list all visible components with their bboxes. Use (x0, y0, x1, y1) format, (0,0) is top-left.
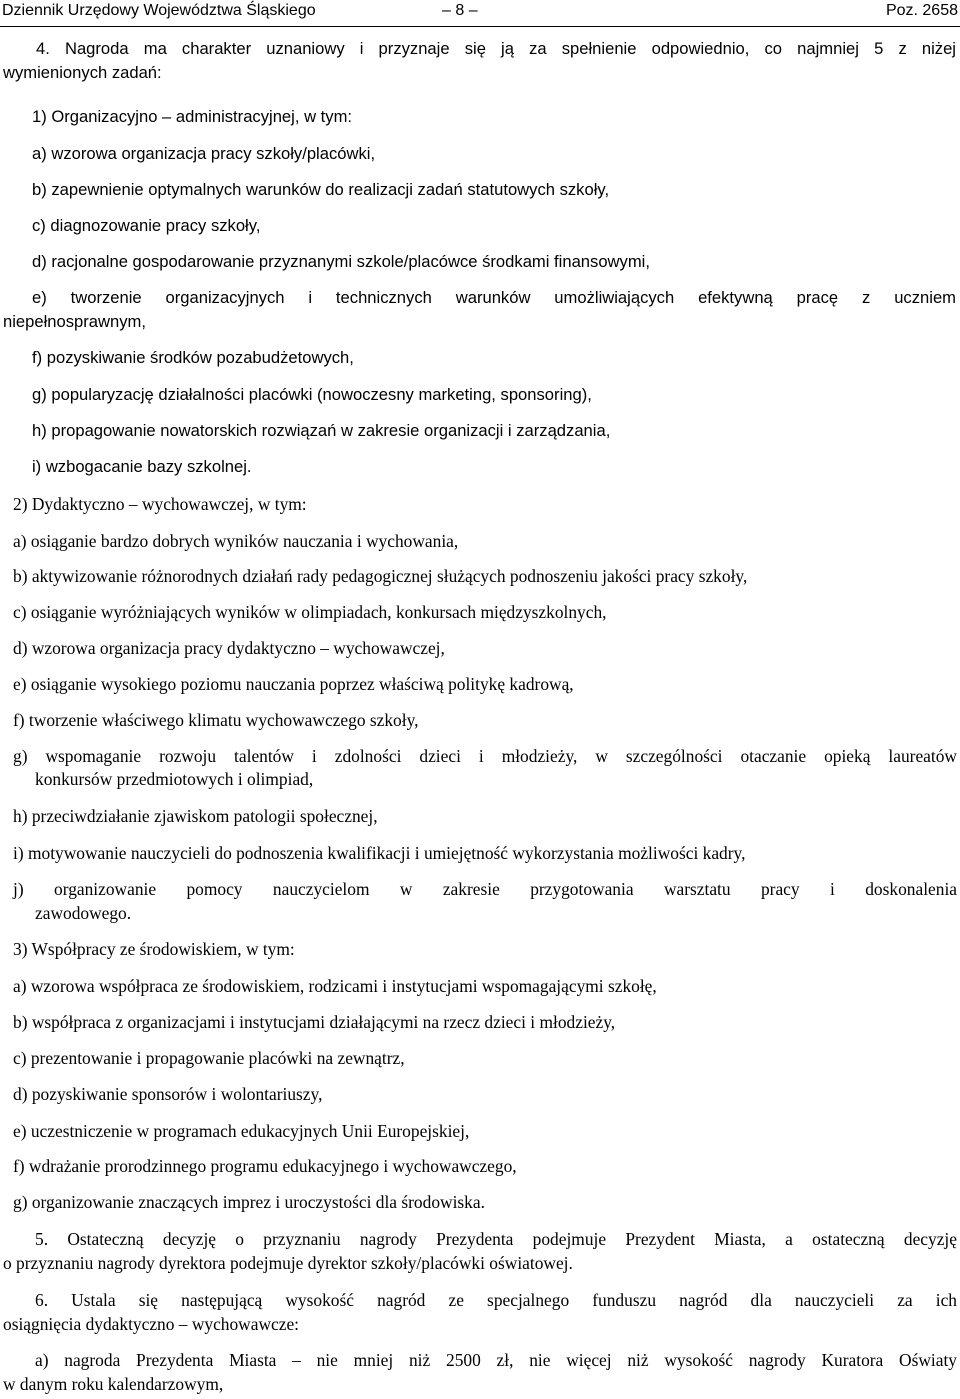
group-3-item-g: g) organizowanie znaczących imprez i uroczystości dla środowiska. (13, 1192, 485, 1212)
position-number: Poz. 2658 (885, 2, 958, 19)
group-2-item-e: e) osiąganie wysokiego poziomu nauczania poprzez właściwą politykę kadrową, (13, 674, 574, 694)
group-1-item-g: g) popularyzację działalności placówki (nowoczesny marketing, sponsoring), (32, 385, 592, 404)
section-6-item-a-cont: w danym roku kalendarzowym, (3, 1374, 224, 1394)
group-2-item-g-cont: konkursów przedmiotowych i olimpiad, (35, 769, 314, 789)
page-header (0, 0, 960, 24)
group-1-item-b: b) zapewnienie optymalnych warunków do realizacji zadań statutowych szkoły, (32, 180, 610, 199)
group-1-title: 1) Organizacyjno – administracyjnej, w tym: (32, 107, 353, 126)
section-4-intro: 4. Nagroda ma charakter uznaniowy i przyznaje się ją za spełnienie odpowiednio, co najmniej 5 z niżej (36, 39, 956, 58)
group-3-item-d: d) pozyskiwanie sponsorów i wolontariuszy, (13, 1084, 323, 1104)
group-1-item-c: c) diagnozowanie pracy szkoły, (32, 216, 261, 235)
section-5-line-1: 5. Ostateczną decyzję o przyznaniu nagrody Prezydenta podejmuje Prezydent Miasta, a ostateczną decyzję (35, 1229, 957, 1249)
section-5-line-2: o przyznaniu nagrody dyrektora podejmuje dyrektor szkoły/placówki oświatowej. (3, 1253, 573, 1273)
section-6-line-2: osiągnięcia dydaktyczno – wychowawcze: (3, 1314, 300, 1334)
section-6-item-a: a) nagroda Prezydenta Miasta – nie mniej niż 2500 zł, nie więcej niż wysokość nagrody Kuratora Oświaty (35, 1350, 957, 1370)
group-1-item-i: i) wzbogacanie bazy szkolnej. (32, 457, 252, 476)
group-2-item-j-cont: zawodowego. (35, 903, 132, 923)
group-2-item-a: a) osiąganie bardzo dobrych wyników nauczania i wychowania, (13, 531, 459, 551)
group-2-item-d: d) wzorowa organizacja pracy dydaktyczno – wychowawczej, (13, 638, 445, 658)
section-6-line-1: 6. Ustala się następującą wysokość nagród ze specjalnego funduszu nagród dla nauczycieli za ich (35, 1290, 957, 1310)
group-2-item-h: h) przeciwdziałanie zjawiskom patologii społecznej, (13, 806, 378, 826)
header-rule (0, 26, 960, 27)
group-2-title: 2) Dydaktyczno – wychowawczej, w tym: (13, 494, 307, 514)
group-3-item-f: f) wdrażanie prorodzinnego programu edukacyjnego i wychowawczego, (13, 1156, 517, 1176)
group-1-item-a: a) wzorowa organizacja pracy szkoły/placówki, (32, 144, 376, 163)
group-2-item-c: c) osiąganie wyróżniających wyników w olimpiadach, konkursach międzyszkolnych, (13, 602, 607, 622)
group-1-item-d: d) racjonalne gospodarowanie przyznanymi szkole/placówce środkami finansowymi, (32, 252, 650, 271)
group-3-item-e: e) uczestniczenie w programach edukacyjnych Unii Europejskiej, (13, 1121, 470, 1141)
group-2-item-j: j) organizowanie pomocy nauczycielom w zakresie przygotowania warsztatu pracy i doskonalenia (13, 879, 957, 899)
group-2-item-i: i) motywowanie nauczycieli do podnoszenia kwalifikacji i umiejętność wykorzystania możliwości kadry, (13, 843, 746, 863)
group-1-item-h: h) propagowanie nowatorskich rozwiązań w zakresie organizacji i zarządzania, (32, 421, 611, 440)
group-1-item-e-cont: niepełnosprawnym, (3, 312, 146, 331)
journal-title: Dziennik Urzędowy Województwa Śląskiego (2, 2, 316, 19)
section-4-intro-cont: wymienionych zadań: (3, 63, 162, 82)
group-2-item-g: g) wspomaganie rozwoju talentów i zdolności dzieci i młodzieży, w szczególności otaczanie opieką laureatów (13, 746, 957, 766)
group-1-item-f: f) pozyskiwanie środków pozabudżetowych, (32, 348, 354, 367)
group-3-item-a: a) wzorowa współpraca ze środowiskiem, rodzicami i instytucjami wspomagającymi szkołę, (13, 976, 657, 996)
group-2-item-f: f) tworzenie właściwego klimatu wychowawczego szkoły, (13, 710, 419, 730)
page-number: – 8 – (442, 2, 478, 19)
group-3-title: 3) Współpracy ze środowiskiem, w tym: (13, 939, 295, 959)
group-1-item-e: e) tworzenie organizacyjnych i technicznych warunków umożliwiających efektywną pracę z uczniem (32, 288, 956, 307)
group-3-item-b: b) współpraca z organizacjami i instytucjami działającymi na rzecz dzieci i młodzieży, (13, 1012, 616, 1032)
group-3-item-c: c) prezentowanie i propagowanie placówki na zewnątrz, (13, 1048, 405, 1068)
group-2-item-b: b) aktywizowanie różnorodnych działań rady pedagogicznej służących podnoszeniu jakości pracy szkoły, (13, 566, 748, 586)
